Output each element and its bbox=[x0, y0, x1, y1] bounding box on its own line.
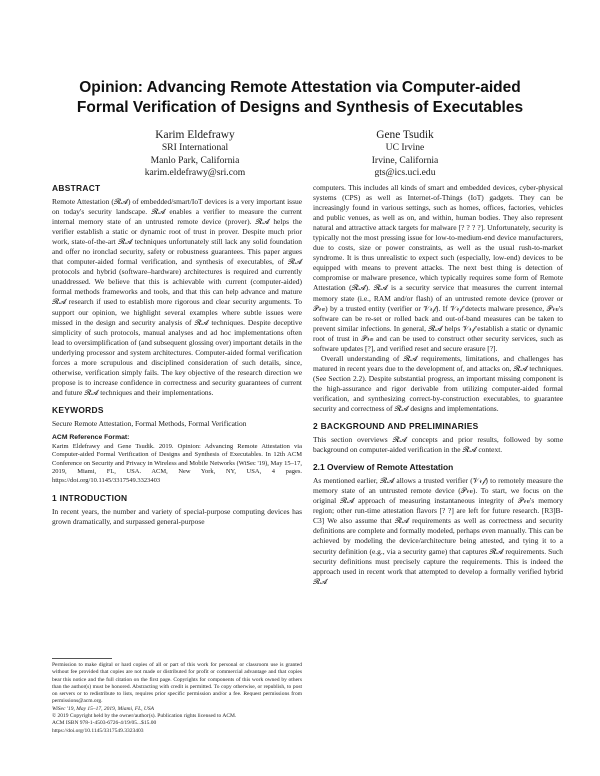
author-location: Irvine, California bbox=[371, 154, 439, 166]
author-block-2 bbox=[305, 128, 505, 180]
author-affiliation: UC Irvine bbox=[385, 142, 425, 153]
author-affiliation: SRI International bbox=[161, 142, 229, 153]
doi-link[interactable]: https://doi.org/10.1145/3317549.3323403 bbox=[52, 727, 144, 734]
abstract-text: Remote Attestation (𝓡𝓐) of embedded/smart/IoT devices is a very important issue on today's security landscape. 𝓡𝓐 enables a verifier to measure the current internal memory state of an untrusted remote device (prover). 𝓡𝓐 helps the verifier establish a static or dynamic root of trust in prover. Despite much prior work, state-of-the-art 𝓡𝓐 techniques unfortunately still lack any solid foundation and offer no ironclad security, safety or robustness guarantees. This paper argues that computer-aided formal verification, and synthesis of executables, of 𝓡𝓐 protocols and hybrid (software–hardware) architectures is required and currently unaddressed. We believe that this is achievable with current (computer-aided) formal methods frameworks and tools, and that this can help advance and mature 𝓡𝓐 research if used to establish more rigorous and clear security arguments. To support our opinion, we highlight several examples where subtle issues were missed in the design and security analysis of 𝓡𝓐 techniques. Despite deceptive simplicity of such protocols, manual analyses and ad hoc implementations often lead to oversimplification of (and subsequent glossing over) important details in the underlying processor and system architectures. Computer-aided formal verification forces a more scrupulous and disciplined consideration of such details, since, otherwise, verification simply fails. The key objective of the research direction we propose is to increase confidence in correctness and security guarantees of current and future 𝓡𝓐 techniques and their implementations. bbox=[52, 197, 302, 397]
intro-continued: computers. This includes all kinds of smart and embedded devices, cyber-physical systems (CPS) as well as Internet-of-Things (IoT) gadgets. They can be increasingly found in various settings, such as homes, offices, factories, vehicles and public venues, as well as on, and within, human bodies. They also represent natural and attractive attack targets for malware [? ? ? ?]. Unfortunately, security is typically not the most pressing issue for low-to-medium-end device manufacturers, due to costs, size or power constraints, as well as the usual rush-to-market syndrome. It is thus unrealistic to expect such (especially, low-end) devices to be equipped with means to prevent attacks. The next best thing is detection of compromise or malware presence, which typically requires some form of Remote Attestation (𝓡𝓐). 𝓡𝓐 is a security service that measures the current internal memory state (i.e., RAM and/or flash) of an untrusted remote device (prover or 𝒫𝓇𝓋) by a trusted entity (verifier or 𝒱𝓇𝒻). If 𝒱𝓇𝒻 detects malware presence, 𝒫𝓇𝓋's software can be re-set or rolled back and out-of-band measures can be taken to prevent similar infections. In general, 𝓡𝓐 helps 𝒱𝓇𝒻 establish a static or dynamic root of trust in 𝒫𝓇𝓋 and can be used to construct other security services, such as software updates [?], and verified reset and secure erasure [?]. bbox=[313, 183, 563, 353]
isbn-line: ACM ISBN 978-1-4503-6726-4/19/05...$15.00 bbox=[52, 720, 157, 727]
intro-heading: 1 INTRODUCTION bbox=[52, 492, 128, 503]
title-line-2: Formal Verification of Designs and Synthesis of Executables bbox=[76, 99, 524, 116]
venue-line: WiSec '19, May 15–17, 2019, Miami, FL, USA bbox=[52, 705, 154, 712]
footnote-rule bbox=[52, 658, 112, 659]
right-column bbox=[313, 183, 563, 587]
intro-paragraph-2: Overall understanding of 𝓡𝓐 requirements, limitations, and challenges has matured in recent years due to the development of, and attacks on, 𝓡𝓐 techniques. (See Section 2.2). Despite substantial progress, an important missing component is the high-assurance and rigor derivable from utilizing computer-aided formal verification, and synthesizing correct-by-construction executables, to guarantee security and correctness of 𝓡𝓐 designs and implementations. bbox=[313, 353, 563, 414]
abstract-heading: ABSTRACT bbox=[52, 183, 101, 193]
intro-text: In recent years, the number and variety of special-purpose computing devices has grown dramatically, and surpassed general-purpose bbox=[52, 506, 302, 526]
author-location: Manlo Park, California bbox=[150, 154, 240, 166]
permission-text: Permission to make digital or hard copies of all or part of this work for personal or classroom use is granted without fee provided that copies are not made or distributed for profit or commercial advantage and that copies bear this notice and the full citation on the first page. Copyrights for components of this work owned by others than the author(s) must be honored. Abstracting with credit is permitted. To copy otherwise, or republish, to post on servers or to redistribute to lists, requires prior specific permission and/or a fee. Request permissions from permissions@acm.org. bbox=[52, 662, 302, 705]
author-name: Gene Tsudik bbox=[376, 129, 434, 141]
author-name: Karim Eldefrawy bbox=[155, 129, 235, 141]
title-line-1: Opinion: Advancing Remote Attestation via Computer-aided bbox=[79, 79, 521, 96]
paper-title bbox=[40, 78, 560, 118]
keywords-heading: KEYWORDS bbox=[52, 404, 104, 415]
acm-reference bbox=[52, 434, 302, 486]
keywords-text: Secure Remote Attestation, Formal Methods, Formal Verification bbox=[52, 418, 247, 428]
left-column bbox=[52, 183, 302, 527]
section-2-text: This section overviews 𝓡𝓐 concepts and prior results, followed by some background on computer-aided verification in the 𝓡𝓐 context. bbox=[313, 435, 563, 455]
acm-reference-text: Karim Eldefrawy and Gene Tsudik. 2019. Opinion: Advancing Remote Attestation via Computer-aided Formal Verification of Designs and Synthesis of Executables. In 12th ACM Conference on Security and Privacy in Wireless and Mobile Networks (WiSec '19), May 15–17, 2019, Miami, FL, USA. ACM, New York, NY, USA, 4 pages. https://doi.org/10.1145/3317549.3323403 bbox=[52, 442, 302, 484]
section-2-heading: 2 BACKGROUND AND PRELIMINARIES bbox=[313, 421, 479, 432]
author-email[interactable]: karim.eldefrawy@sri.com bbox=[144, 167, 246, 179]
acm-reference-heading: ACM Reference Format: bbox=[52, 433, 130, 441]
section-2-1-heading: 2.1 Overview of Remote Attestation bbox=[313, 462, 454, 473]
author-block-1 bbox=[95, 128, 295, 180]
section-2-1-text: As mentioned earlier, 𝓡𝓐 allows a trusted verifier (𝒱𝓇𝒻) to remotely measure the memory state of an untrusted remote device (𝒫𝓇𝓋). To start, we focus on the original 𝓡𝓐 approach of measuring instantaneous integrity of 𝒫𝓇𝓋's memory region; other run-time attestation flavors [? ?] are left for future research. [R3]B-C3] We also assume that 𝓡𝓐 requirements as well as correctness and security definitions are complete and formally modeled, perhaps even manually. This can be achieved by modeling the device/architecture being attested, and tying it to a security definition (e.g., via a security game) that captures 𝓡𝓐 requirements. Such security definitions must precisely capture the requirements. This is indeed the approach used in recent work that attempted to develop a formally verified hybrid 𝓡𝓐 bbox=[313, 476, 563, 586]
author-email[interactable]: gts@ics.uci.edu bbox=[374, 167, 436, 179]
copyright-line: © 2019 Copyright held by the owner/author(s). Publication rights licensed to ACM. bbox=[52, 713, 237, 720]
permission-block bbox=[52, 658, 302, 735]
